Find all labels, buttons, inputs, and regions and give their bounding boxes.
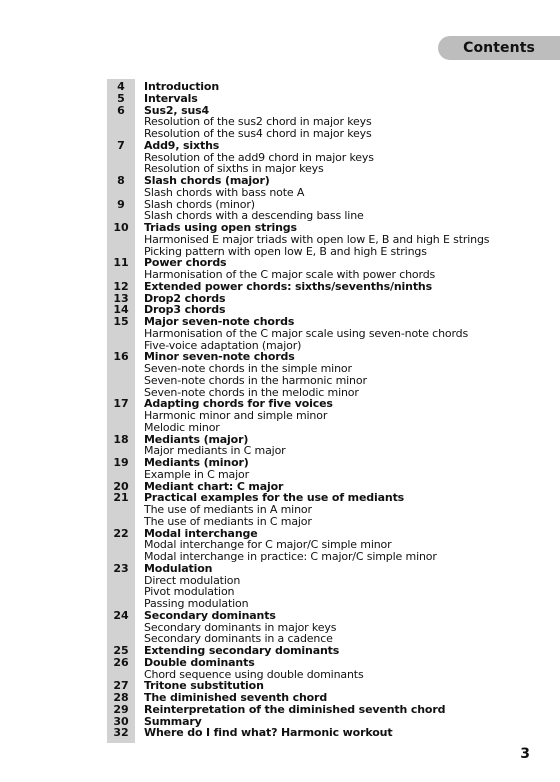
toc-page-number: 9 xyxy=(117,197,125,211)
toc-subtopic: Resolution of the sus4 chord in major keys xyxy=(144,127,372,140)
toc-entry xyxy=(107,81,527,93)
toc-subtopic: Modal interchange for C major/C simple minor xyxy=(144,538,392,552)
toc-subtopic: Resolution of the sus2 chord in major keys xyxy=(144,115,372,129)
toc-subtopic: Five-voice adaptation (major) xyxy=(144,338,302,352)
toc-page-number xyxy=(107,516,135,528)
toc-page-number xyxy=(107,234,135,246)
toc-page-number xyxy=(107,598,135,610)
toc-subtopic: Secondary dominants in major keys xyxy=(144,620,337,634)
toc-page-number: 5 xyxy=(117,91,125,105)
toc-subtopic: Passing modulation xyxy=(144,597,249,610)
toc-chapter-title: Power chords xyxy=(144,256,227,270)
toc-page-number xyxy=(107,128,135,140)
toc-entry xyxy=(107,140,527,152)
toc-page-number: 19 xyxy=(113,456,129,469)
toc-subtopic: The use of mediants in A minor xyxy=(144,503,312,516)
toc-page-number xyxy=(107,152,135,164)
toc-chapter-title: Where do I find what? Harmonic workout xyxy=(144,726,393,740)
toc-page-number: 24 xyxy=(113,608,129,622)
toc-chapter-title: Modulation xyxy=(144,561,213,575)
toc-subtopic: Major mediants in C major xyxy=(144,444,286,458)
toc-subtopic: Harmonised E major triads with open low E, B and high E strings xyxy=(144,232,490,246)
toc-entry xyxy=(107,563,527,575)
toc-subtopic: Melodic minor xyxy=(144,420,220,434)
toc-chapter-title: Practical examples for the use of mediants xyxy=(144,491,405,505)
toc-entry xyxy=(107,316,527,328)
toc-subtopic: Direct modulation xyxy=(144,573,241,587)
toc-subtopic: Resolution of sixths in major keys xyxy=(144,162,324,176)
toc-subtopic: The use of mediants in C major xyxy=(144,514,312,528)
toc-entry xyxy=(107,375,527,387)
toc-subtopic: Picking pattern with open low E, B and high E strings xyxy=(144,244,427,258)
toc-page-number: 28 xyxy=(113,691,129,704)
toc-entry xyxy=(107,128,527,140)
toc-subtopic: Secondary dominants in a cadence xyxy=(144,632,333,646)
toc-chapter-title: Extended power chords: sixths/sevenths/ninths xyxy=(144,279,432,293)
toc-subtopic: Example in C major xyxy=(144,467,249,481)
toc-entry xyxy=(107,281,527,293)
toc-chapter-title: Intervals xyxy=(144,91,198,105)
toc-page-number xyxy=(107,363,135,375)
toc-chapter-title: Reinterpretation of the diminished seventh chord xyxy=(144,702,446,716)
toc-page-number xyxy=(107,116,135,128)
toc-subtopic: Harmonic minor and simple minor xyxy=(144,409,328,422)
toc-page-number: 26 xyxy=(113,655,129,669)
toc-subtopic: Chord sequence using double dominants xyxy=(144,667,364,681)
toc-entry xyxy=(107,504,527,516)
toc-page-number xyxy=(107,375,135,387)
toc-page-number xyxy=(107,622,135,634)
toc-entry xyxy=(107,410,527,422)
toc-entry xyxy=(107,422,527,434)
toc-chapter-title: Summary xyxy=(144,714,202,728)
toc-subtopic: Pivot modulation xyxy=(144,585,235,599)
toc-page-number: 20 xyxy=(113,479,129,493)
toc-page-number: 12 xyxy=(113,279,129,293)
toc-chapter-title: Introduction xyxy=(144,80,220,93)
toc-page-number: 25 xyxy=(113,644,129,657)
toc-chapter-title: Extending secondary dominants xyxy=(144,644,340,657)
toc-subtopic: Slash chords with a descending bass line xyxy=(144,209,364,223)
toc-chapter-title: Triads using open strings xyxy=(144,221,297,234)
toc-subtopic: Resolution of the add9 chord in major keys xyxy=(144,150,374,164)
table-of-contents xyxy=(107,81,527,739)
toc-page-number: 7 xyxy=(117,138,125,152)
toc-entry xyxy=(107,657,527,669)
toc-page-number: 32 xyxy=(113,726,129,740)
toc-page-number: 22 xyxy=(113,526,129,540)
toc-page-number xyxy=(107,328,135,340)
toc-entry xyxy=(107,645,527,657)
toc-page-number: 21 xyxy=(113,491,129,505)
toc-entry xyxy=(107,175,527,187)
contents-header-tab xyxy=(438,36,560,60)
toc-page-number: 11 xyxy=(113,256,129,270)
toc-entry xyxy=(107,269,527,281)
toc-page-number xyxy=(107,269,135,281)
toc-entry xyxy=(107,328,527,340)
toc-entry xyxy=(107,363,527,375)
toc-entry xyxy=(107,187,527,199)
toc-page-number xyxy=(107,410,135,422)
toc-page-number xyxy=(107,575,135,587)
toc-subtopic: Slash chords (minor) xyxy=(144,197,255,211)
toc-page-number: 6 xyxy=(117,103,125,117)
toc-chapter-title: Mediants (major) xyxy=(144,432,249,446)
toc-chapter-title: Drop2 chords xyxy=(144,291,226,305)
toc-entry xyxy=(107,610,527,622)
toc-entry xyxy=(107,469,527,481)
toc-page-number: 14 xyxy=(113,303,129,317)
toc-chapter-title: Sus2, sus4 xyxy=(144,103,210,117)
contents-title: Contents xyxy=(463,40,535,56)
toc-chapter-title: Mediant chart: C major xyxy=(144,479,284,493)
toc-page-number: 4 xyxy=(117,80,125,93)
toc-entry xyxy=(107,598,527,610)
toc-chapter-title: Major seven-note chords xyxy=(144,315,295,328)
toc-page-number xyxy=(107,504,135,516)
toc-subtopic: Modal interchange in practice: C major/C simple minor xyxy=(144,550,437,563)
toc-subtopic: Seven-note chords in the simple minor xyxy=(144,362,352,375)
toc-entry xyxy=(107,234,527,246)
toc-page-number: 29 xyxy=(113,702,129,716)
toc-chapter-title: Tritone substitution xyxy=(144,679,264,693)
toc-entry xyxy=(107,457,527,469)
toc-page-number: 10 xyxy=(113,221,129,234)
toc-chapter-title: Secondary dominants xyxy=(144,608,276,622)
toc-page-number xyxy=(107,469,135,481)
toc-page-number xyxy=(107,551,135,563)
toc-page-number xyxy=(107,539,135,551)
toc-entry xyxy=(107,222,527,234)
toc-chapter-title: Minor seven-note chords xyxy=(144,350,295,364)
toc-chapter-title: Modal interchange xyxy=(144,526,258,540)
toc-page-number: 23 xyxy=(113,561,129,575)
toc-chapter-title: Mediants (minor) xyxy=(144,456,249,469)
toc-entry xyxy=(107,516,527,528)
toc-entry xyxy=(107,692,527,704)
toc-entry xyxy=(107,727,527,739)
toc-page-number: 17 xyxy=(113,397,129,411)
toc-page-number: 18 xyxy=(113,432,129,446)
toc-entry xyxy=(107,93,527,105)
toc-page-number: 15 xyxy=(113,315,129,328)
toc-page-number: 8 xyxy=(117,174,125,187)
toc-chapter-title: Add9, sixths xyxy=(144,138,220,152)
toc-chapter-title: Adapting chords for five voices xyxy=(144,397,333,411)
toc-entry xyxy=(107,551,527,563)
toc-subtopic: Harmonisation of the C major scale using seven-note chords xyxy=(144,326,469,340)
toc-chapter-title: Double dominants xyxy=(144,655,255,669)
toc-page-number: 13 xyxy=(113,291,129,305)
toc-page-number: 27 xyxy=(113,679,129,693)
page-number: 3 xyxy=(520,746,530,762)
toc-page-number xyxy=(107,422,135,434)
toc-page-number xyxy=(107,187,135,199)
toc-page-number: 30 xyxy=(113,714,129,728)
toc-entry xyxy=(107,704,527,716)
toc-chapter-title: Slash chords (major) xyxy=(144,174,270,187)
toc-subtopic: Harmonisation of the C major scale with power chords xyxy=(144,268,436,281)
toc-chapter-title: Drop3 chords xyxy=(144,303,226,317)
toc-subtopic: Seven-note chords in the harmonic minor xyxy=(144,373,367,387)
toc-subtopic: Seven-note chords in the melodic minor xyxy=(144,385,359,399)
toc-page-number xyxy=(107,586,135,598)
toc-chapter-title: The diminished seventh chord xyxy=(144,691,328,704)
toc-page-number: 16 xyxy=(113,350,129,364)
toc-subtopic: Slash chords with bass note A xyxy=(144,185,305,199)
